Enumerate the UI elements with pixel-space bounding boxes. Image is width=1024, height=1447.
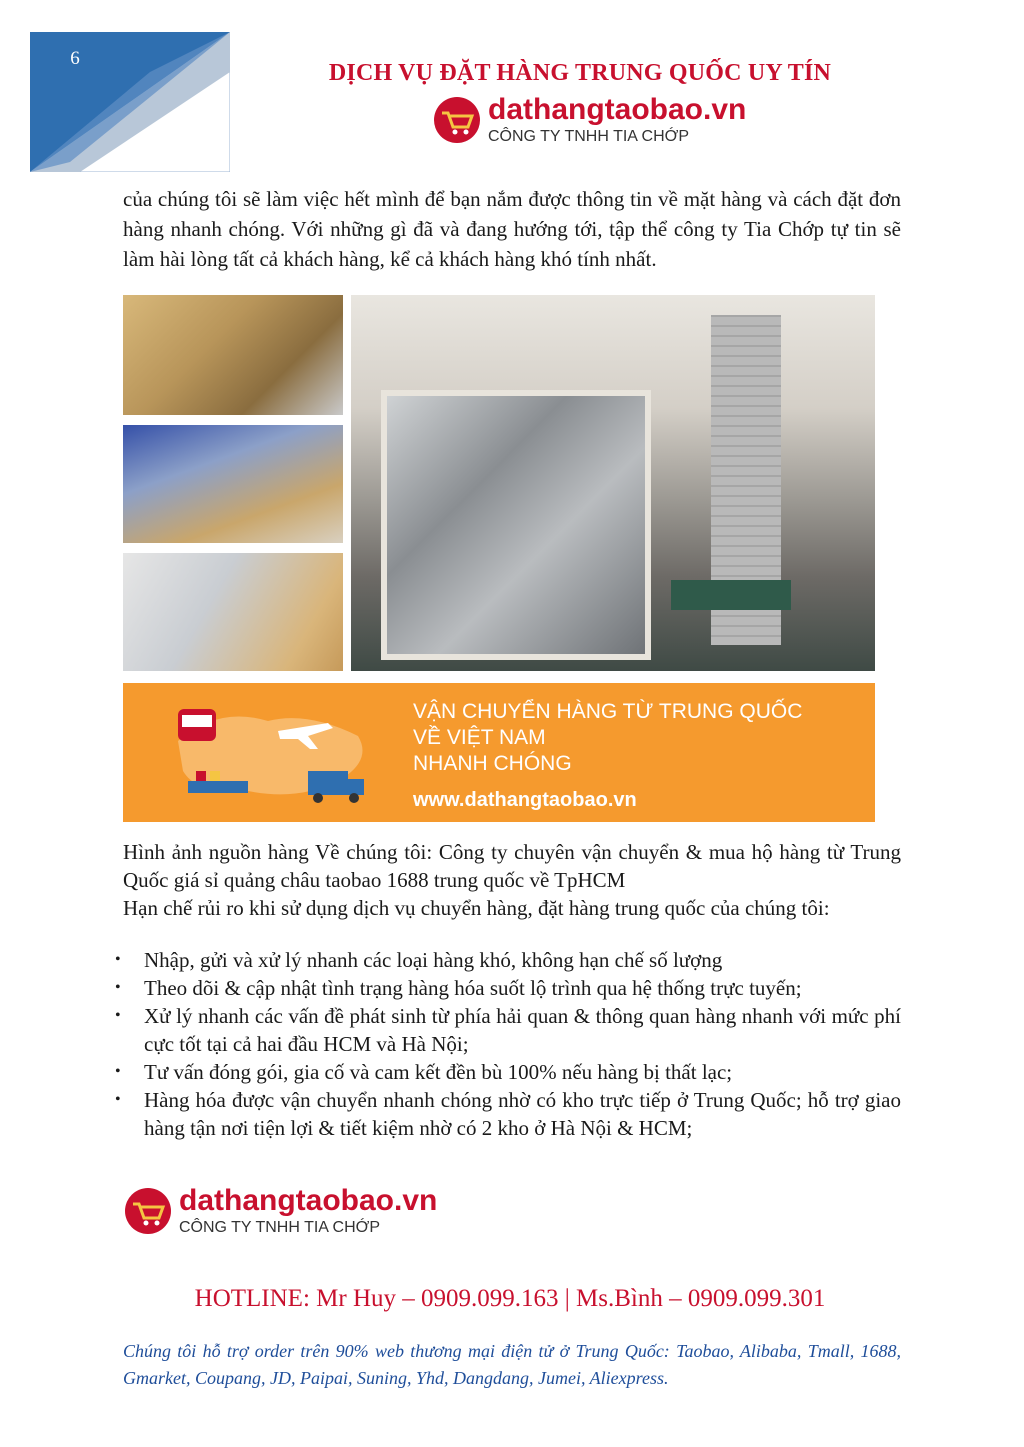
photo-boxes bbox=[123, 295, 343, 415]
page-number: 6 bbox=[70, 48, 80, 69]
product-photo-collage bbox=[123, 295, 875, 822]
pallet-shape bbox=[671, 580, 791, 610]
logo-cart-icon bbox=[123, 1186, 173, 1236]
list-item: • Hàng hóa được vận chuyển nhanh chóng nhờ có kho trực tiếp ở Trung Quốc; hỗ trợ giao hàng tận nơi tiện lợi & tiết kiệm nhờ có 2 kho ở Hà Nội & HCM; bbox=[123, 1086, 901, 1142]
risk-intro: Hạn chế rủi ro khi sử dụng dịch vụ chuyển hàng, đặt hàng trung quốc của chúng tôi: bbox=[123, 896, 830, 920]
caption-section bbox=[123, 838, 901, 922]
footer-note: Chúng tôi hỗ trợ order trên 90% web thương mại điện tử ở Trung Quốc: Taobao, Alibaba, Tmall, 1688, Gmarket, Coupang, JD, Paipai, Suning, Yhd, Dangdang, Jumei, Aliexpress. bbox=[123, 1341, 901, 1388]
world-map-shipping-icon bbox=[158, 701, 388, 811]
header-title: DỊCH VỤ ĐẶT HÀNG TRUNG QUỐC UY TÍN bbox=[328, 60, 832, 86]
banner-url: www.dathangtaobao.vn bbox=[413, 789, 637, 811]
hotline: HOTLINE: Mr Huy – 0909.099.163 | Ms.Bình – 0909.099.301 bbox=[194, 1285, 826, 1312]
list-item: • Theo dõi & cập nhật tình trạng hàng hóa suốt lộ trình qua hệ thống trực tuyến; bbox=[123, 974, 901, 1002]
company-logo-footer bbox=[123, 1186, 437, 1236]
list-item: • Nhập, gửi và xử lý nhanh các loại hàng khó, không hạn chế số lượng bbox=[123, 946, 901, 974]
banner-line-1: VẬN CHUYỂN HÀNG TỪ TRUNG QUỐC bbox=[413, 700, 803, 723]
list-item: • Xử lý nhanh các vấn đề phát sinh từ phía hải quan & thông quan hàng nhanh với mức phí cực tốt tại cả hai đầu HCM và Hà Nội; bbox=[123, 1002, 901, 1058]
benefit-list bbox=[123, 946, 901, 1142]
logo-site-name: dathangtaobao.vn bbox=[179, 1184, 438, 1217]
list-item: • Tư vấn đóng gói, gia cố và cam kết đền bù 100% nếu hàng bị thất lạc; bbox=[123, 1058, 901, 1086]
banner-text bbox=[413, 699, 802, 813]
company-logo bbox=[432, 95, 746, 145]
banner-line-2: VỀ VIỆT NAM bbox=[413, 726, 546, 749]
container-shape bbox=[381, 390, 651, 660]
logo-company-name: CÔNG TY TNHH TIA CHỚP bbox=[488, 128, 690, 145]
shipping-banner bbox=[123, 683, 875, 822]
photo-warehouse-container bbox=[351, 295, 875, 671]
banner-line-3: NHANH CHÓNG bbox=[413, 752, 572, 775]
intro-paragraph: của chúng tôi sẽ làm việc hết mình để bạn nắm được thông tin về mặt hàng và cách đặt đơn hàng nhanh chóng. Với những gì đã và đang hướng tới, tập thể công ty Tia Chớp tự tin sẽ làm hài lòng tất cả khách hàng, kể cả khách hàng khó tính nhất. bbox=[123, 187, 901, 271]
logo-cart-icon bbox=[432, 95, 482, 145]
logo-site-name: dathangtaobao.vn bbox=[488, 93, 747, 126]
caption-paragraph: Hình ảnh nguồn hàng Về chúng tôi: Công ty chuyên vận chuyển & mua hộ hàng từ Trung Quốc giá sỉ quảng châu taobao 1688 trung quốc về TpHCM bbox=[123, 840, 901, 892]
photo-bubble-wrap bbox=[123, 553, 343, 671]
logo-company-name: CÔNG TY TNHH TIA CHỚP bbox=[179, 1219, 381, 1236]
photo-packing bbox=[123, 425, 343, 543]
